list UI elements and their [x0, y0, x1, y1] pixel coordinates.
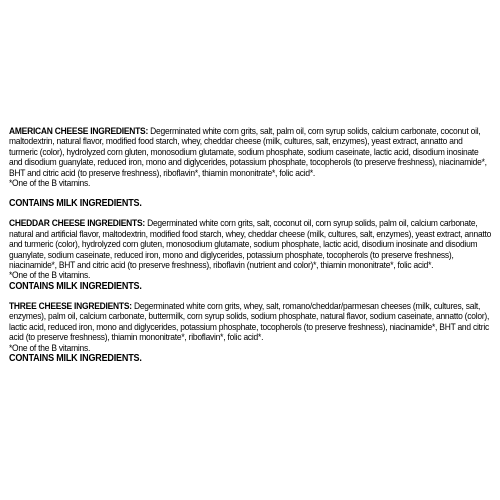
- american-cheese-ingredients: [9, 126, 491, 188]
- cheddar-cheese-footnote: *One of the B vitamins.: [9, 269, 91, 281]
- american-cheese-section: [9, 126, 491, 209]
- cheddar-cheese-section: [9, 218, 491, 291]
- three-cheese-footnote: *One of the B vitamins.: [9, 341, 91, 353]
- american-cheese-heading: AMERICAN CHEESE INGREDIENTS:: [9, 125, 149, 136]
- three-cheese-ingredient-list: Degerminated white corn grits, whey, salt, romano/cheddar/parmesan cheeses (milk, cultures, salt, enzymes), palm oil, calcium carbonate, buttermilk, corn syrup solids, sodium phosphate, natural flavor, sodium caseinate, annatto (color), lactic acid, reduced iron, mono and diglycerides, potassium phosphate, tocopherols (to preserve freshness), niacinamide*, BHT and citric acid (to preserve freshness), thiamin mononitrate*, riboflavin*, folic acid*.: [9, 299, 490, 343]
- american-cheese-footnote: *One of the B vitamins.: [9, 177, 91, 189]
- three-cheese-section: [9, 301, 491, 364]
- three-cheese-allergen-statement: CONTAINS MILK INGREDIENTS.: [9, 352, 142, 364]
- cheddar-cheese-ingredient-list: Degerminated white corn grits, salt, coconut oil, corn syrup solids, palm oil, calcium carbonate, natural and artificial flavor, maltodextrin, modified food starch, whey, cheddar cheese (milk, cultures, salt, enzymes), yeast extract, annatto and turmeric (color), hydrolyzed corn gluten, monosodium glutamate, sodium phosphate, lactic acid, disodium inosinate and disodium guanylate, sodium caseinate, reduced iron, mono and diglycerides, potassium phosphate, tocopherols (to preserve freshness), niacinamide*, BHT and citric acid (to preserve freshness), riboflavin (nutrient and color)*, thiamin mononitrate*, folic acid*.: [9, 217, 492, 271]
- cheddar-cheese-ingredients: [9, 218, 491, 280]
- cheddar-cheese-heading: CHEDDAR CHEESE INGREDIENTS:: [9, 217, 145, 229]
- three-cheese-ingredients: [9, 301, 491, 353]
- american-cheese-allergen-statement: CONTAINS MILK INGREDIENTS.: [9, 198, 142, 210]
- cheddar-cheese-allergen-statement: CONTAINS MILK INGREDIENTS.: [9, 280, 142, 292]
- american-cheese-ingredient-list: Degerminated white corn grits, salt, palm oil, corn syrup solids, calcium carbonate, coconut oil, maltodextrin, natural flavor, modified food starch, whey, cheddar cheese (milk, cultures, salt, enzymes), yeast extract, annatto and turmeric (color), hydrolyzed corn gluten, monosodium glutamate, sodium phosphate, sodium caseinate, lactic acid, disodium inosinate and disodium guanylate, reduced iron, mono and diglycerides, potassium phosphate, tocopherols (to preserve freshness), niacinamide*, BHT and citric acid (to preserve freshness), riboflavin*, thiamin mononitrate*, folic acid*.: [9, 125, 487, 178]
- three-cheese-heading: THREE CHEESE INGREDIENTS:: [9, 299, 132, 311]
